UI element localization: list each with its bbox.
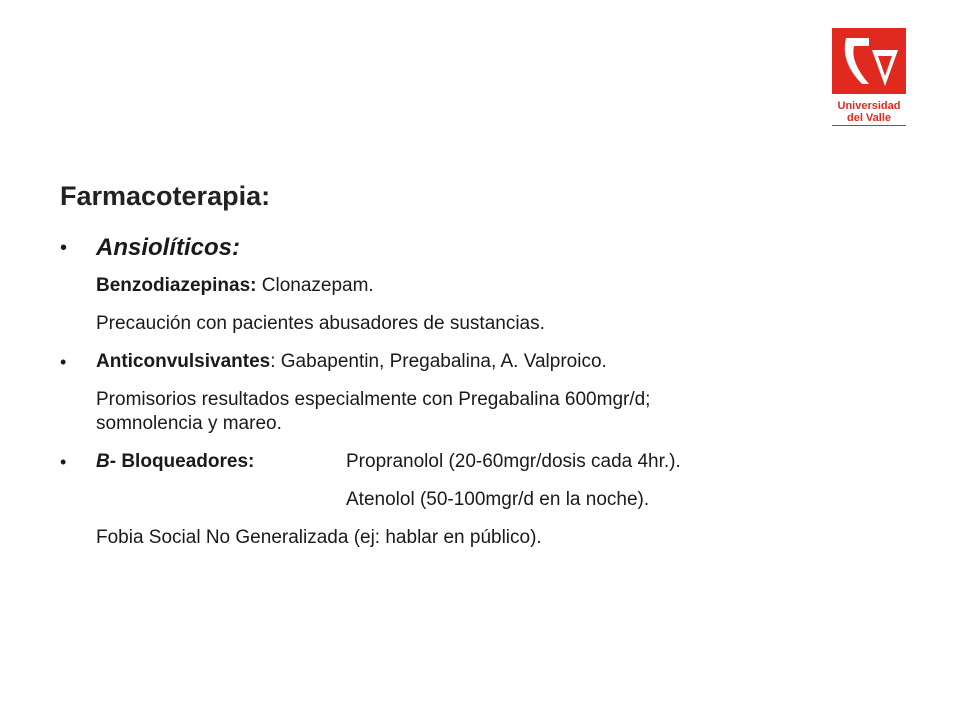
bullet-dot-icon: • — [60, 452, 67, 472]
result-line-2: somnolencia y mareo. — [96, 413, 282, 434]
logo-text-line2: del Valle — [846, 112, 892, 124]
slide-title: Farmacoterapia: — [60, 181, 271, 211]
logo-underline — [832, 125, 906, 126]
bloqueadores-prefix: B — [96, 451, 110, 472]
bullet-bloqueadores — [60, 450, 860, 474]
bloqueadores-note: Fobia Social No Generalizada (ej: hablar en público). — [96, 527, 542, 548]
anticonvulsivantes-label: Anticonvulsivantes — [96, 351, 271, 372]
bullet-dot-icon: • — [60, 237, 68, 259]
slide-content — [60, 176, 860, 550]
ansioliticos-heading: Ansiolíticos: — [96, 234, 241, 261]
bullet-anticonvulsivantes — [60, 350, 860, 374]
result-line-1: Promisorios resultados especialmente con Pregabalina 600mgr/d; — [96, 389, 651, 410]
benzo-label: Benzodiazepinas: — [96, 275, 257, 296]
precaution-line: Precaución con pacientes abusadores de sustancias. — [96, 313, 545, 334]
bloqueadores-drug2: Atenolol (50-100mgr/d en la noche). — [346, 489, 650, 510]
anticonvulsivantes-text: : Gabapentin, Pregabalina, A. Valproico. — [270, 351, 607, 372]
bloqueadores-drug1: Propranolol (20-60mgr/dosis cada 4hr.). — [346, 451, 681, 472]
benzo-text: Clonazepam. — [256, 275, 374, 296]
bloqueadores-label: - Bloqueadores: — [109, 451, 255, 472]
university-logo — [828, 28, 910, 128]
logo-text-line1: Universidad — [837, 100, 901, 112]
benzo-line — [60, 274, 860, 298]
univalle-shield-icon — [832, 28, 906, 94]
bloqueadores-drug2-row — [60, 488, 860, 512]
bullet-dot-icon: • — [60, 352, 67, 372]
bullet-ansioliticos — [60, 228, 860, 268]
